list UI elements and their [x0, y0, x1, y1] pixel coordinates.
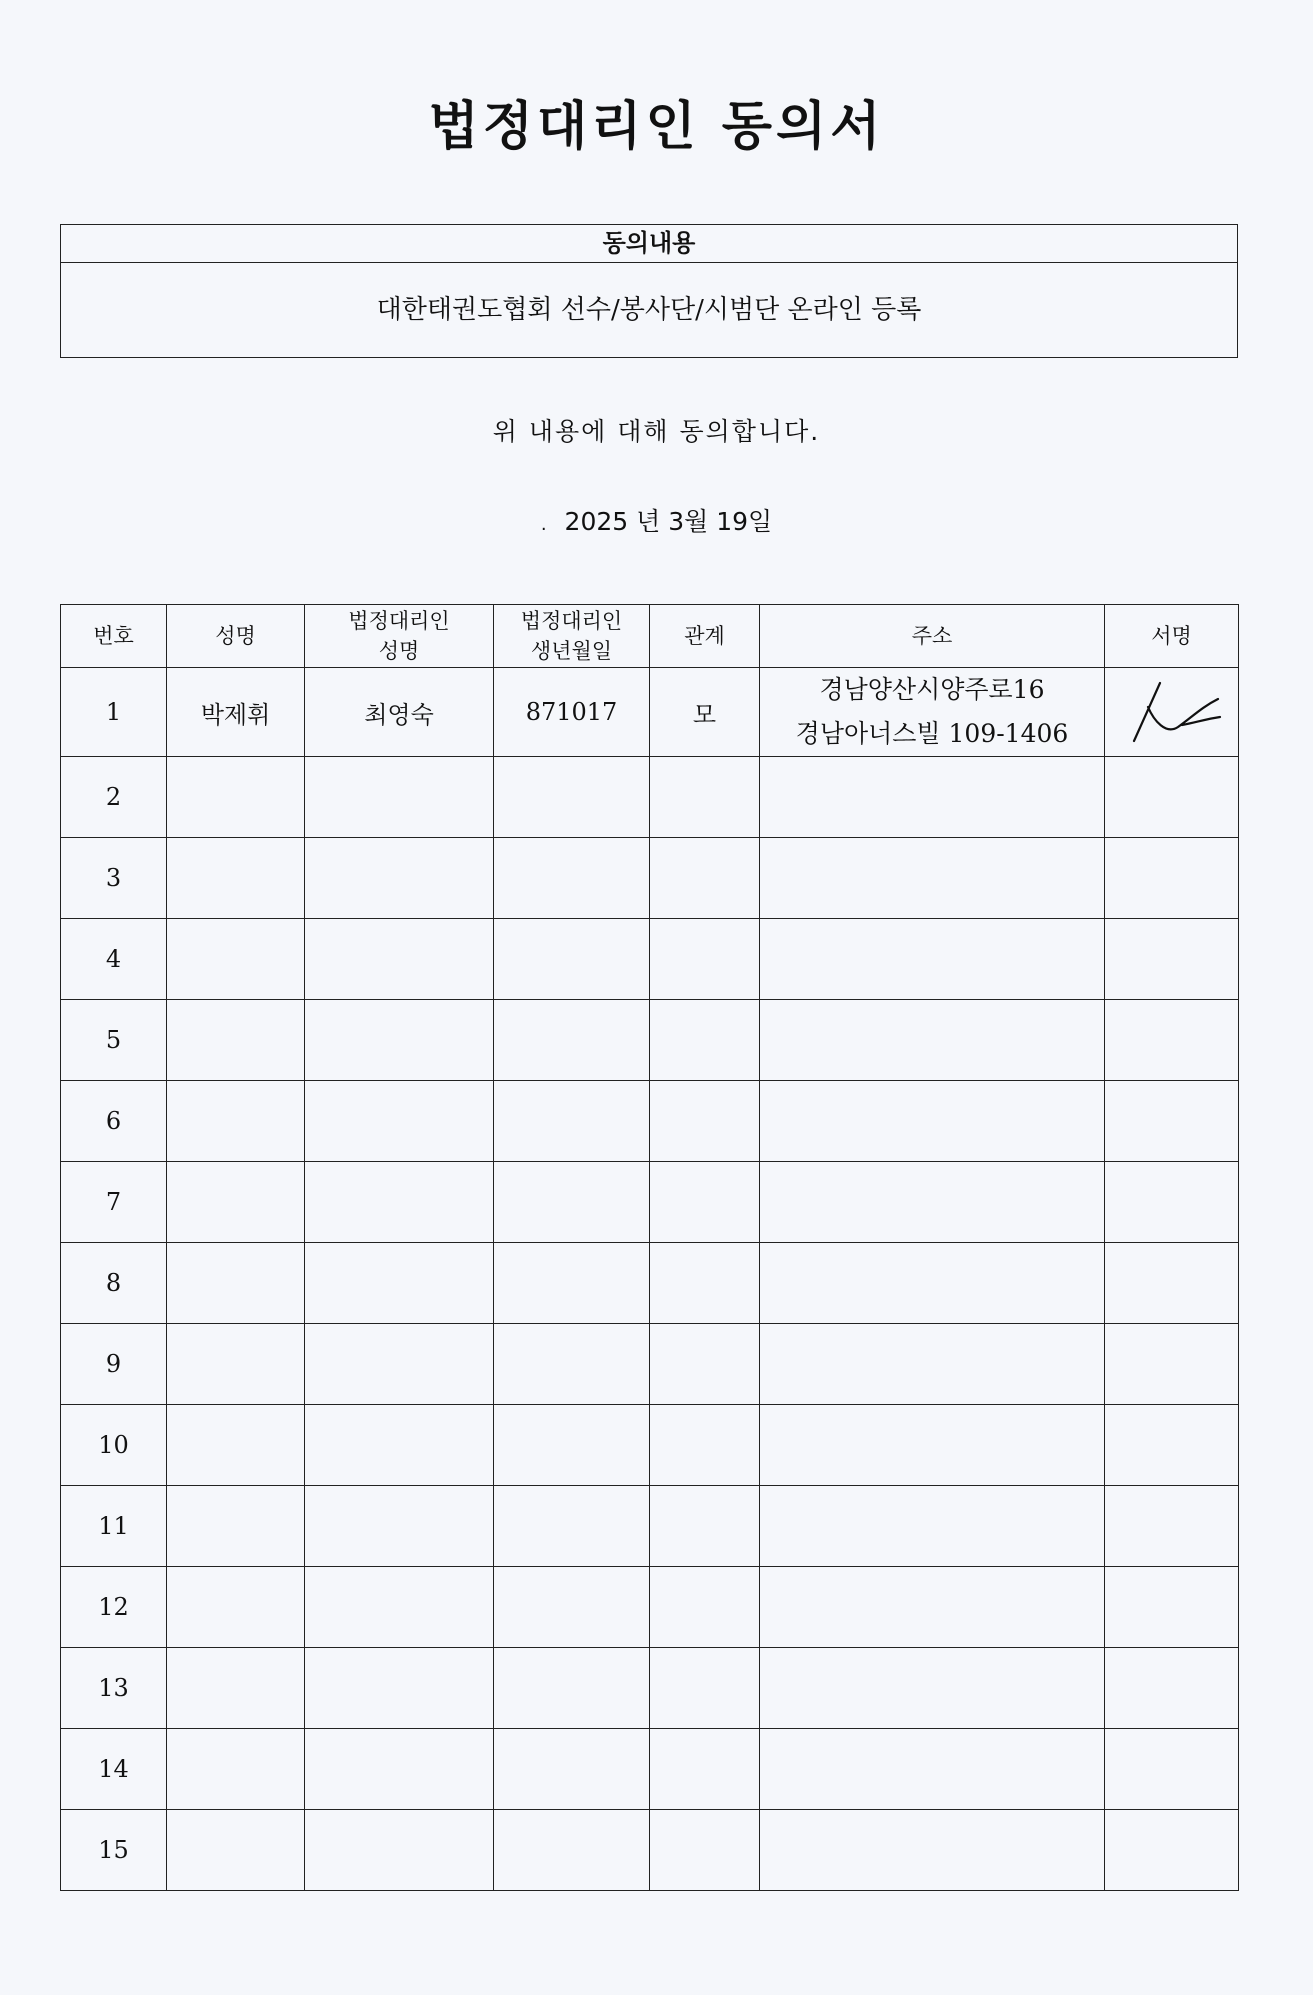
row-guardian-birth — [494, 919, 650, 1000]
row-signature — [1105, 919, 1239, 1000]
row-name — [167, 1324, 305, 1405]
row-guardian-name — [305, 1810, 494, 1891]
row-relation — [650, 1162, 760, 1243]
row-name — [167, 1243, 305, 1324]
row-signature — [1105, 757, 1239, 838]
row-address — [760, 757, 1105, 838]
row-address — [760, 1486, 1105, 1567]
row-guardian-name — [305, 1000, 494, 1081]
row-name — [167, 919, 305, 1000]
row-signature — [1105, 1162, 1239, 1243]
row-name — [167, 1162, 305, 1243]
row-guardian-birth — [494, 1324, 650, 1405]
row-guardian-birth — [494, 1567, 650, 1648]
row-no: 11 — [61, 1486, 167, 1567]
row-signature — [1105, 1324, 1239, 1405]
row-relation — [650, 1324, 760, 1405]
row-guardian-birth — [494, 1162, 650, 1243]
date-text: 2025 년 3월 19일 — [564, 507, 773, 536]
row-guardian-birth — [494, 1405, 650, 1486]
consent-content: 대한태권도협회 선수/봉사단/시범단 온라인 등록 — [376, 295, 922, 325]
row-address — [760, 1324, 1105, 1405]
row-relation — [650, 919, 760, 1000]
row-relation — [650, 757, 760, 838]
table-row — [61, 919, 1239, 1000]
row-no: 15 — [61, 1810, 167, 1891]
row-no: 7 — [61, 1162, 167, 1243]
row-address — [760, 1000, 1105, 1081]
agree-statement: 위 내용에 대해 동의합니다. — [492, 417, 821, 446]
handwritten-signature — [1122, 677, 1222, 747]
header-guardian-birth — [494, 605, 650, 668]
row-relation — [650, 1000, 760, 1081]
row-signature — [1105, 1081, 1239, 1162]
row-guardian-birth — [494, 1648, 650, 1729]
row-signature — [1105, 1405, 1239, 1486]
table-row — [61, 1162, 1239, 1243]
table-row — [61, 1567, 1239, 1648]
row-relation: 모 — [650, 668, 760, 757]
table-row — [61, 757, 1239, 838]
row-relation — [650, 1486, 760, 1567]
row-guardian-name: 최영숙 — [305, 668, 494, 757]
row-guardian-birth — [494, 1810, 650, 1891]
row-signature — [1105, 1486, 1239, 1567]
row-guardian-name — [305, 757, 494, 838]
row-address — [760, 1162, 1105, 1243]
row-relation — [650, 1729, 760, 1810]
table-row — [61, 1405, 1239, 1486]
row-address — [760, 1567, 1105, 1648]
row-relation — [650, 838, 760, 919]
row-no: 1 — [61, 668, 167, 757]
row-address — [760, 1081, 1105, 1162]
table-row — [61, 1810, 1239, 1891]
row-relation — [650, 1567, 760, 1648]
row-no: 3 — [61, 838, 167, 919]
row-guardian-name — [305, 1648, 494, 1729]
guardian-table — [60, 604, 1239, 1891]
row-no: 8 — [61, 1243, 167, 1324]
table-row — [61, 1081, 1239, 1162]
row-guardian-name — [305, 1729, 494, 1810]
row-relation — [650, 1081, 760, 1162]
header-guardian-name-line1: 법정대리인 — [348, 609, 450, 633]
row-name — [167, 1810, 305, 1891]
row-no: 10 — [61, 1405, 167, 1486]
table-row — [61, 1486, 1239, 1567]
row-name — [167, 1648, 305, 1729]
row-no: 5 — [61, 1000, 167, 1081]
header-no: 번호 — [61, 605, 167, 668]
row-guardian-name — [305, 1567, 494, 1648]
header-guardian-birth-line2: 생년월일 — [530, 639, 613, 663]
row-address — [760, 1729, 1105, 1810]
table-body — [61, 668, 1239, 1891]
row-guardian-birth — [494, 1729, 650, 1810]
row-address — [760, 919, 1105, 1000]
table-row — [61, 668, 1239, 757]
header-guardian-birth-line1: 법정대리인 — [520, 609, 623, 633]
header-relation: 관계 — [650, 605, 760, 668]
row-guardian-name — [305, 838, 494, 919]
row-no: 4 — [61, 919, 167, 1000]
row-signature — [1105, 1000, 1239, 1081]
row-no: 13 — [61, 1648, 167, 1729]
row-name — [167, 1486, 305, 1567]
row-address — [760, 1810, 1105, 1891]
row-name — [167, 1081, 305, 1162]
row-guardian-name — [305, 1324, 494, 1405]
row-relation — [650, 1810, 760, 1891]
row-no: 2 — [61, 757, 167, 838]
row-signature — [1105, 1729, 1239, 1810]
header-signature: 서명 — [1105, 605, 1239, 668]
table-row — [61, 1648, 1239, 1729]
row-signature — [1105, 1243, 1239, 1324]
row-name — [167, 757, 305, 838]
row-signature — [1105, 1648, 1239, 1729]
row-name — [167, 1729, 305, 1810]
row-name — [167, 838, 305, 919]
table-header-row — [61, 605, 1239, 668]
row-signature — [1105, 838, 1239, 919]
row-guardian-birth — [494, 1000, 650, 1081]
row-address — [760, 1405, 1105, 1486]
row-relation — [650, 1405, 760, 1486]
row-guardian-birth — [494, 1243, 650, 1324]
header-guardian-name-line2: 성명 — [378, 639, 420, 663]
row-signature — [1105, 1810, 1239, 1891]
row-guardian-birth — [494, 1486, 650, 1567]
row-guardian-name — [305, 919, 494, 1000]
row-relation — [650, 1648, 760, 1729]
table-row — [61, 1729, 1239, 1810]
row-name — [167, 1567, 305, 1648]
row-name: 박제휘 — [167, 668, 305, 757]
consent-box — [60, 224, 1238, 358]
row-address-line1: 경남양산시양주로16 — [819, 675, 1045, 704]
row-guardian-birth — [494, 838, 650, 919]
row-address — [760, 668, 1105, 757]
row-no: 9 — [61, 1324, 167, 1405]
page-title: 법정대리인 동의서 — [428, 97, 885, 157]
row-guardian-birth — [494, 1081, 650, 1162]
consent-heading: 동의내용 — [61, 225, 1237, 263]
header-guardian-name — [305, 605, 494, 668]
row-relation — [650, 1243, 760, 1324]
row-signature — [1105, 1567, 1239, 1648]
header-name: 성명 — [167, 605, 305, 668]
row-guardian-name — [305, 1243, 494, 1324]
row-no: 12 — [61, 1567, 167, 1648]
header-address: 주소 — [760, 605, 1105, 668]
row-no: 14 — [61, 1729, 167, 1810]
date-dot: . — [540, 514, 547, 535]
table-row — [61, 838, 1239, 919]
row-address — [760, 1243, 1105, 1324]
row-name — [167, 1000, 305, 1081]
row-guardian-name — [305, 1081, 494, 1162]
row-guardian-name — [305, 1405, 494, 1486]
row-guardian-name — [305, 1486, 494, 1567]
row-guardian-name — [305, 1162, 494, 1243]
table-row — [61, 1324, 1239, 1405]
row-signature — [1105, 668, 1239, 757]
table-row — [61, 1000, 1239, 1081]
table-row — [61, 1243, 1239, 1324]
row-address — [760, 1648, 1105, 1729]
row-name — [167, 1405, 305, 1486]
row-address-line2: 경남아너스빌 109-1406 — [795, 719, 1069, 748]
row-no: 6 — [61, 1081, 167, 1162]
date-line — [0, 502, 1313, 538]
row-guardian-birth: 871017 — [494, 668, 650, 757]
row-address — [760, 838, 1105, 919]
row-guardian-birth — [494, 757, 650, 838]
